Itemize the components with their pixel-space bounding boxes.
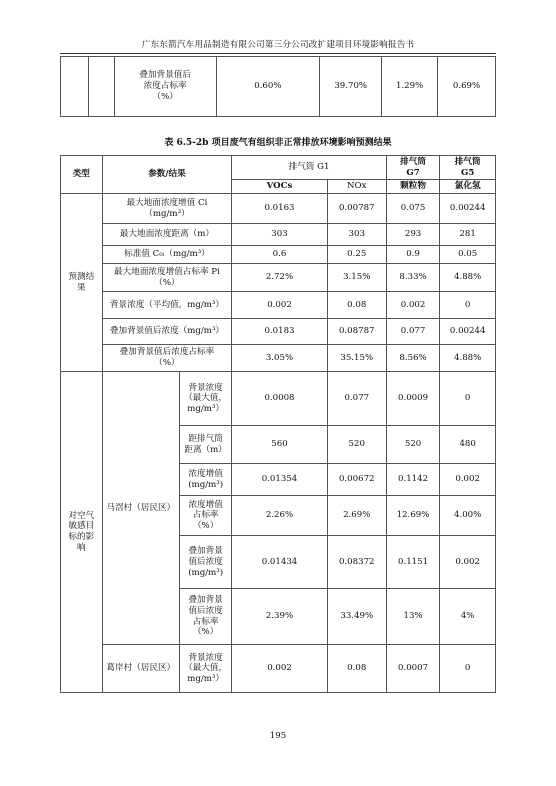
table-cell: 293	[386, 224, 440, 246]
table-cell: 3.15%	[327, 264, 386, 292]
header-g1: 排气筒 G1	[232, 156, 387, 180]
row-label: 叠加背景值后浓度占标率 （%）	[102, 345, 232, 372]
table-cell: 35.15%	[327, 345, 386, 372]
row-label: 背景浓度（平均值，mg/m³）	[102, 292, 232, 319]
table-cell: 12.69%	[386, 496, 440, 536]
table-cell: 0.002	[232, 645, 327, 693]
table-cell: 520	[386, 426, 440, 464]
table-cell: 0.075	[386, 194, 440, 224]
table-cell: 0.00244	[440, 319, 496, 345]
table-cell	[61, 57, 89, 117]
table-row	[61, 372, 496, 426]
table-cell: 303	[327, 224, 386, 246]
table-cell: 0.002	[232, 292, 327, 319]
site-name: 马滘村（居民区）	[102, 372, 179, 645]
table-cell: 0.077	[386, 319, 440, 345]
row-label: 最大地面浓度增值占标率 Pi （%）	[102, 264, 232, 292]
table-cell: 0	[440, 645, 496, 693]
header-pm: 颗粒物	[386, 180, 440, 194]
table-cell: 0.08	[327, 292, 386, 319]
table-cell: 4.88%	[440, 264, 496, 292]
table-cell: 0.60%	[216, 57, 320, 117]
table-cell: 0	[440, 372, 496, 426]
table-cell: 0.002	[440, 536, 496, 589]
header-type: 类型	[61, 156, 103, 194]
table-cell: 480	[440, 426, 496, 464]
table-cell: 0.077	[327, 372, 386, 426]
table-row	[61, 292, 496, 319]
table-cell: 0.00787	[327, 194, 386, 224]
running-header: 广东东箭汽车用品制造有限公司第三分公司改扩建项目环境影响报告书	[141, 40, 415, 50]
table-cell: 0.002	[386, 292, 440, 319]
row-label: 背景浓度 （最大值， mg/m³）	[179, 645, 231, 693]
table-cell: 4.00%	[440, 496, 496, 536]
row-label: 距排气筒 距离（m）	[179, 426, 231, 464]
table-cell: 0.00244	[440, 194, 496, 224]
table-cell: 4%	[440, 589, 496, 645]
table-cell: 0.25	[327, 246, 386, 264]
table-cell: 0.0007	[386, 645, 440, 693]
table-cell: 0.01434	[232, 536, 327, 589]
table-header-row	[61, 156, 496, 180]
table-cell: 303	[232, 224, 327, 246]
table-cell: 0.002	[440, 464, 496, 496]
table-cell: 0	[440, 292, 496, 319]
row-label: 叠加背景值后 浓度占标率 （%）	[114, 57, 216, 117]
table-cell: 0.69%	[438, 57, 496, 117]
prediction-table	[60, 155, 496, 693]
table-cell: 3.05%	[232, 345, 327, 372]
row-label: 浓度增值 (mg/m³)	[179, 464, 231, 496]
table-cell: 0.0163	[232, 194, 327, 224]
table-caption: 表 6.5-2b 项目废气有组织非正常排放环境影响预测结果	[164, 138, 392, 148]
table-cell: 560	[232, 426, 327, 464]
row-label: 浓度增值 占标率 （%）	[179, 496, 231, 536]
table-row	[61, 246, 496, 264]
header-g5: 排气筒 G5	[440, 156, 496, 180]
row-label: 标准值 C₀ᵢ（mg/m³）	[102, 246, 232, 264]
row-label: 叠加背景 值后浓度 占标率 （%）	[179, 589, 231, 645]
page-number: 195	[269, 731, 287, 741]
table-cell: 0.05	[440, 246, 496, 264]
table-cell: 2.72%	[232, 264, 327, 292]
table-cell: 520	[327, 426, 386, 464]
header-param: 参数/结果	[102, 156, 232, 194]
table-cell: 8.33%	[386, 264, 440, 292]
continued-table	[60, 56, 496, 117]
header-vocs: VOCs	[232, 180, 327, 194]
type-sensitive: 对空气 敏感目 标的影 响	[61, 372, 103, 693]
table-cell: 0.1151	[386, 536, 440, 589]
table-cell: 39.70%	[320, 57, 382, 117]
table-cell: 0.0008	[232, 372, 327, 426]
table-row	[61, 645, 496, 693]
table-row	[61, 57, 496, 117]
header-nox: NOx	[327, 180, 386, 194]
table-cell: 1.29%	[382, 57, 438, 117]
table-cell: 0.08	[327, 645, 386, 693]
table-cell: 0.0009	[386, 372, 440, 426]
table-cell: 13%	[386, 589, 440, 645]
table-cell: 2.69%	[327, 496, 386, 536]
table-cell: 0.1142	[386, 464, 440, 496]
table-cell: 0.0183	[232, 319, 327, 345]
header-rule	[60, 53, 496, 54]
table-cell: 0.6	[232, 246, 327, 264]
row-label: 最大地面浓度距离（m）	[102, 224, 232, 246]
table-cell: 0.01354	[232, 464, 327, 496]
table-cell: 4.88%	[440, 345, 496, 372]
table-row	[61, 345, 496, 372]
table-row	[61, 224, 496, 246]
site-name: 葛岸村（居民区）	[102, 645, 179, 693]
row-label: 叠加背景值后浓度（mg/m³）	[102, 319, 232, 345]
row-label: 最大地面浓度增值 Ci （mg/m³）	[102, 194, 232, 224]
table-cell	[88, 57, 114, 117]
table-cell: 2.39%	[232, 589, 327, 645]
header-hcl: 氯化氢	[440, 180, 496, 194]
table-cell: 0.08372	[327, 536, 386, 589]
row-label: 背景浓度 （最大值， mg/m³）	[179, 372, 231, 426]
table-row	[61, 194, 496, 224]
table-row	[61, 319, 496, 345]
table-cell: 0.00672	[327, 464, 386, 496]
row-label: 叠加背景 值后浓度 (mg/m³)	[179, 536, 231, 589]
table-cell: 8.56%	[386, 345, 440, 372]
table-cell: 0.08787	[327, 319, 386, 345]
table-row	[61, 264, 496, 292]
header-g7: 排气筒 G7	[386, 156, 440, 180]
type-prediction: 预测结 果	[61, 194, 103, 372]
table-cell: 0.9	[386, 246, 440, 264]
table-cell: 33.49%	[327, 589, 386, 645]
table-cell: 281	[440, 224, 496, 246]
table-cell: 2.26%	[232, 496, 327, 536]
